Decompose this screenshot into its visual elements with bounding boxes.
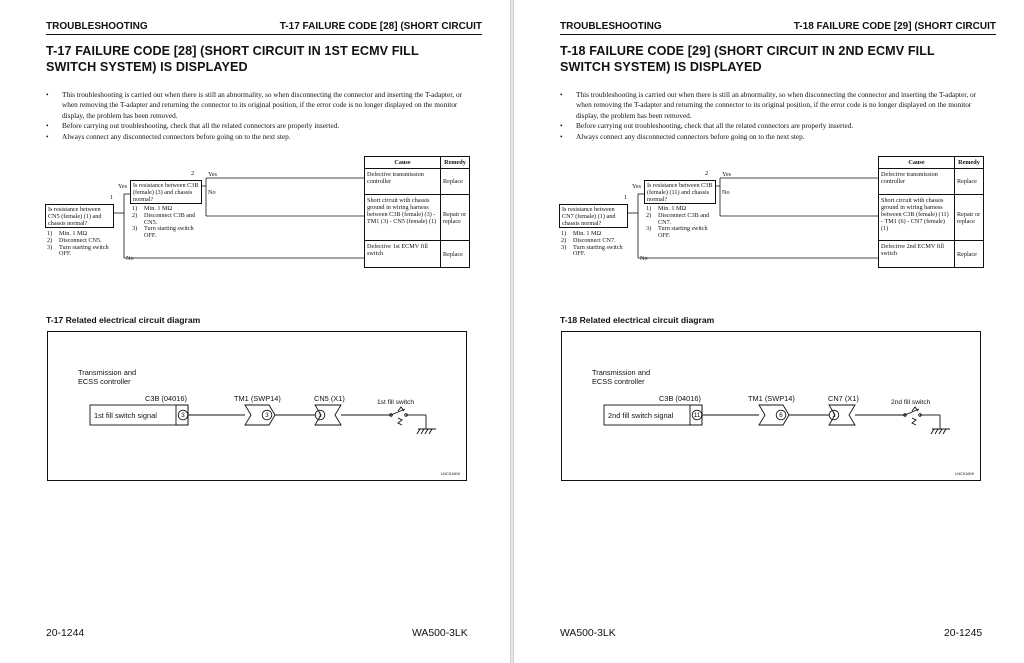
pin-number: 3 <box>181 412 185 419</box>
figure-code: LNC01609 <box>954 471 974 476</box>
note-item <box>560 132 990 142</box>
note-item <box>560 90 990 121</box>
pin-number: 1 <box>832 412 836 419</box>
pin-number: 3 <box>265 412 269 419</box>
procedure-line: 3) Turn starting switch OFF. <box>47 243 109 258</box>
remedy-header: Remedy <box>444 159 466 166</box>
header-section: TROUBLESHOOTING <box>560 21 662 32</box>
question-box-step2: Is resistance between C3B (female) (11) and chassis normal? <box>644 180 716 204</box>
bullet-icon: • <box>46 131 49 141</box>
procedure-line: 3) Turn starting switch OFF. <box>132 225 194 240</box>
note-text: This troubleshooting is carried out when there is still an abnormality, so when disconnecting the connector and inserting the T-adapter, or when removing the T-adapter and returning the connector to its original position, if the error code is no longer displayed on the monitor display, the problem has been removed. <box>62 90 463 120</box>
question-box-step2: Is resistance between C3B (female) (3) and chassis normal? <box>130 180 202 204</box>
cause-header: Cause <box>365 157 441 168</box>
step1-procedure <box>561 231 633 258</box>
bullet-icon: • <box>46 121 49 131</box>
connector-cn-label: CN7 (X1) <box>828 394 859 403</box>
procedure-line: 2) Disconnect CN7. <box>561 236 616 244</box>
step2-procedure <box>646 206 718 240</box>
circuit-lines <box>562 332 982 482</box>
remedy-cell: Replace <box>443 178 463 185</box>
diagram-section-title: T-18 Related electrical circuit diagram <box>560 315 715 325</box>
remedy-cell: Replace <box>957 178 977 185</box>
page-right <box>514 0 1024 663</box>
page-title <box>560 43 1000 75</box>
title-line-1: T-17 FAILURE CODE [28] (SHORT CIRCUIT IN 1ST ECMV FILL <box>46 44 419 58</box>
no-label: No <box>126 255 134 262</box>
page-title <box>46 43 486 75</box>
controller-label: Transmission and ECSS controller <box>78 368 137 386</box>
signal-label: 1st fill switch signal <box>94 411 157 420</box>
note-text: Before carrying out troubleshooting, check that all the related connectors are properly inserted. <box>62 121 340 131</box>
title-line-1: T-18 FAILURE CODE [29] (SHORT CIRCUIT IN 2ND ECMV FILL <box>560 44 935 58</box>
table-row <box>879 195 983 241</box>
note-text: Always connect any disconnected connectors before going on to the next step. <box>62 131 291 141</box>
connector-c3b-label: C3B (04016) <box>659 394 701 403</box>
bullet-icon: • <box>46 90 49 99</box>
page-number: 20-1245 <box>944 628 983 639</box>
cause-cell: Defective transmission controller <box>365 169 441 194</box>
pin-number: 11 <box>693 412 701 419</box>
yes-label: Yes <box>722 171 732 178</box>
question-box-step1: Is resistance between CN7 (female) (1) and chassis normal? <box>559 204 628 228</box>
page-number: 20-1244 <box>46 628 85 639</box>
connector-cn-label: CN5 (X1) <box>314 394 345 403</box>
notes-list <box>560 90 990 142</box>
controller-label: Transmission and ECSS controller <box>592 368 651 386</box>
procedure-line: 2) Disconnect CN5. <box>47 236 102 244</box>
remedy-cell: Repair or replace <box>443 210 467 225</box>
switch-label: 2nd fill switch <box>891 399 931 406</box>
procedure-line: 2) Disconnect C3B and CN7. <box>646 211 710 226</box>
title-line-2: SWITCH SYSTEM) IS DISPLAYED <box>560 60 762 74</box>
remedy-cell: Replace <box>957 250 977 258</box>
procedure-line: 2) Disconnect C3B and CN5. <box>132 211 196 226</box>
remedy-header: Remedy <box>958 159 980 166</box>
troubleshooting-flowchart <box>558 154 988 269</box>
step-number: 1 <box>624 194 628 201</box>
cause-cell: Defective 2nd ECMV fill switch <box>879 241 955 267</box>
bullet-icon: • <box>560 131 563 141</box>
step-number: 1 <box>110 194 114 201</box>
step2-procedure <box>132 206 204 240</box>
note-item <box>46 132 476 142</box>
cause-cell: Short circuit with chassis ground in wiring harness between C3B (female) (11) - TM1 (6) - CN7 (female) (1) <box>879 195 955 240</box>
model-label: WA500-3LK <box>412 628 468 639</box>
notes-list <box>46 90 476 142</box>
signal-label: 2nd fill switch signal <box>608 411 674 420</box>
header-topic: T-17 FAILURE CODE [28] (SHORT CIRCUIT <box>279 21 482 32</box>
circuit-lines <box>48 332 468 482</box>
troubleshooting-flowchart <box>44 154 474 269</box>
header-topic: T-18 FAILURE CODE [29] (SHORT CIRCUIT <box>793 21 996 32</box>
bullet-icon: • <box>560 90 563 99</box>
step1-procedure <box>47 231 119 258</box>
running-header <box>46 21 482 35</box>
step-number: 2 <box>705 170 709 177</box>
pin-number: 1 <box>318 412 322 419</box>
table-row <box>879 241 983 267</box>
cause-cell: Defective 1st ECMV fill switch <box>365 241 441 267</box>
question-box-step1: Is resistance between CN5 (female) (1) and chassis normal? <box>45 204 114 228</box>
note-text: Always connect any disconnected connectors before going on to the next step. <box>576 131 805 141</box>
note-item <box>46 121 476 131</box>
table-row <box>365 169 469 195</box>
running-header <box>560 21 996 35</box>
circuit-diagram <box>561 331 981 481</box>
figure-code: LNC01600 <box>440 471 460 476</box>
title-line-2: SWITCH SYSTEM) IS DISPLAYED <box>46 60 248 74</box>
circuit-diagram <box>47 331 467 481</box>
yes-label: Yes <box>632 183 642 190</box>
note-item <box>560 121 990 131</box>
remedy-cell: Replace <box>443 250 463 258</box>
cause-cell: Defective transmission controller <box>879 169 955 194</box>
no-label: No <box>722 189 730 196</box>
note-text: This troubleshooting is carried out when there is still an abnormality, so when disconnecting the connector and inserting the T-adapter, or when removing the T-adapter and returning the connector to its original position, if the error code is no longer displayed on the monitor display, the problem has been removed. <box>576 90 977 120</box>
cause-remedy-table <box>364 156 470 268</box>
connector-c3b-label: C3B (04016) <box>145 394 187 403</box>
header-section: TROUBLESHOOTING <box>46 21 148 32</box>
procedure-line: 1) Min. 1 MΩ <box>47 230 88 237</box>
cause-cell: Short circuit with chassis ground in wiring harness between C3B (female) (3) - TM1 (3) - CN5 (female) (1) <box>365 195 441 240</box>
remedy-cell: Repair or replace <box>957 210 981 225</box>
procedure-line: 1) Min. 1 MΩ <box>561 230 602 237</box>
no-label: No <box>208 189 216 196</box>
table-row <box>879 169 983 195</box>
switch-label: 1st fill switch <box>377 399 415 406</box>
model-label: WA500-3LK <box>560 628 616 639</box>
table-row <box>365 241 469 267</box>
cause-header: Cause <box>879 157 955 168</box>
bullet-icon: • <box>560 121 563 131</box>
yes-label: Yes <box>118 183 128 190</box>
no-label: No <box>640 255 648 262</box>
connector-tm1-label: TM1 (SWP14) <box>748 394 795 403</box>
note-text: Before carrying out troubleshooting, check that all the related connectors are properly inserted. <box>576 121 854 131</box>
table-row <box>365 195 469 241</box>
yes-label: Yes <box>208 171 218 178</box>
table-header-row <box>879 157 983 169</box>
cause-remedy-table <box>878 156 984 268</box>
procedure-line: 1) Min. 1 MΩ <box>646 205 687 212</box>
pin-number: 6 <box>779 412 783 419</box>
diagram-section-title: T-17 Related electrical circuit diagram <box>46 315 201 325</box>
step-number: 2 <box>191 170 195 177</box>
procedure-line: 3) Turn starting switch OFF. <box>561 243 623 258</box>
procedure-line: 1) Min. 1 MΩ <box>132 205 173 212</box>
procedure-line: 3) Turn starting switch OFF. <box>646 225 708 240</box>
note-item <box>46 90 476 121</box>
connector-tm1-label: TM1 (SWP14) <box>234 394 281 403</box>
page-left <box>0 0 510 663</box>
table-header-row <box>365 157 469 169</box>
